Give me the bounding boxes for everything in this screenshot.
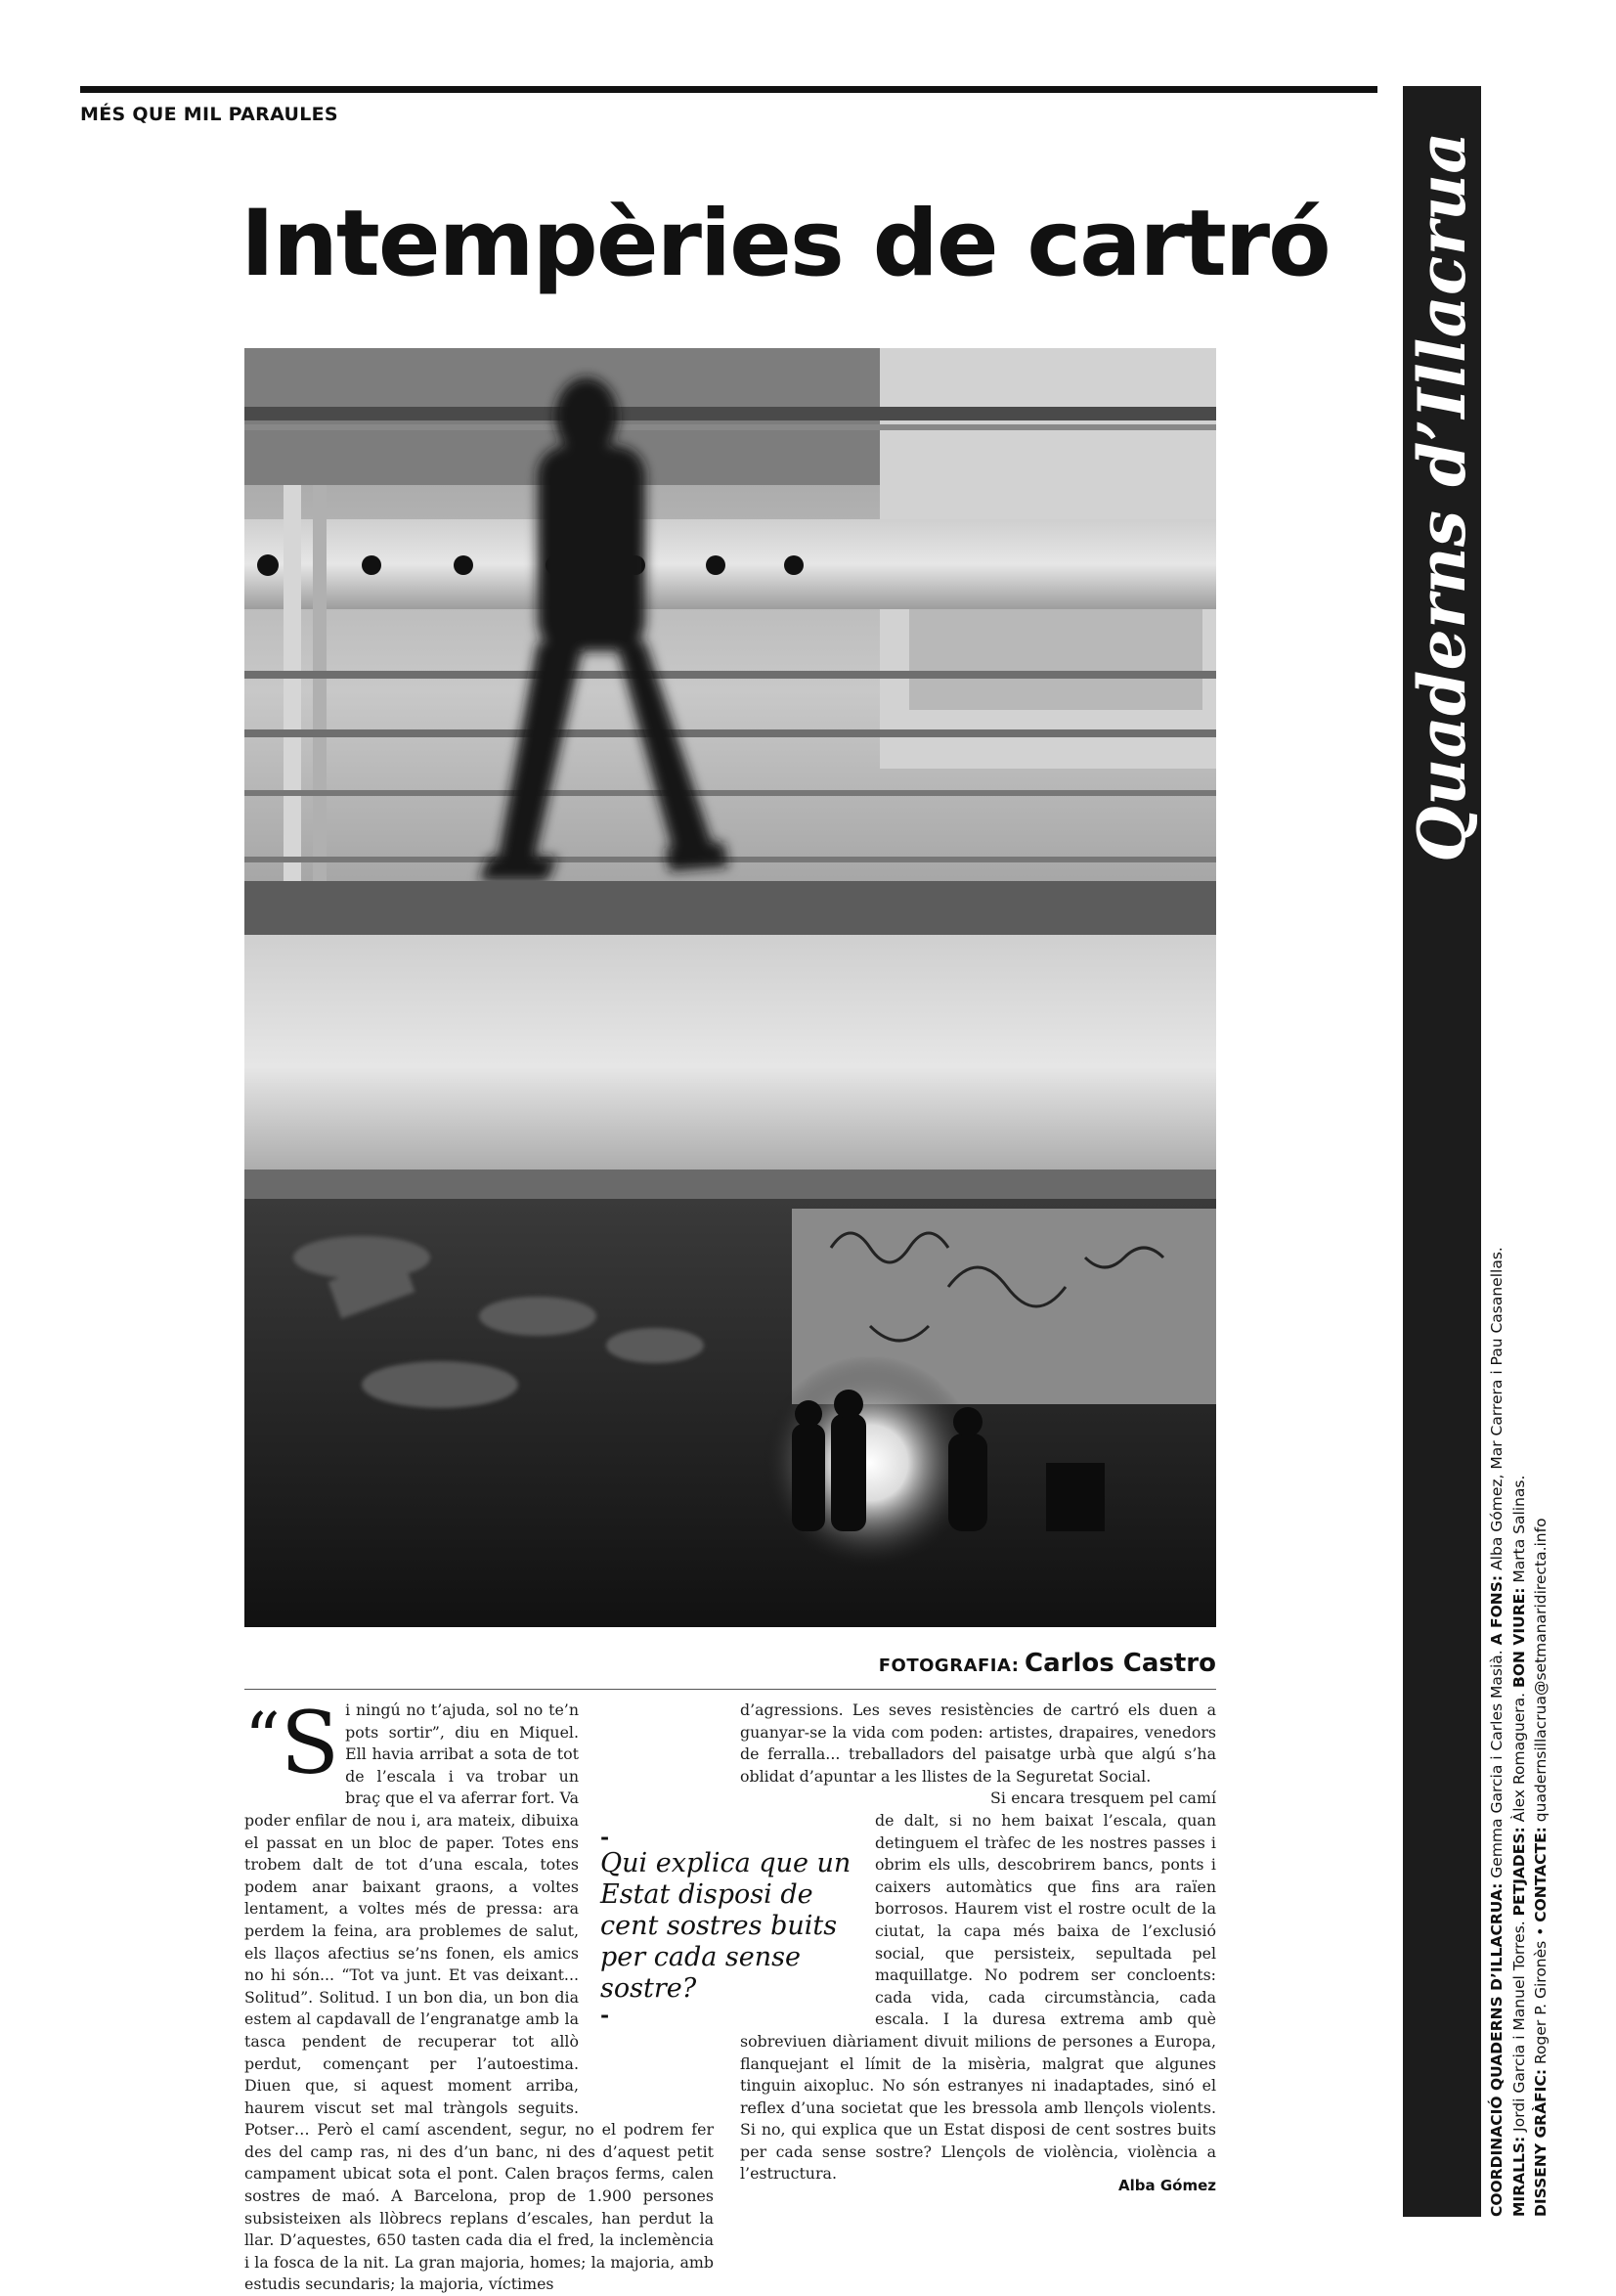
credits-label: A FONS: <box>1488 1574 1506 1646</box>
credits-value: Àlex Romaguera. <box>1509 1687 1528 1828</box>
credits-label: PETJADES: <box>1509 1827 1528 1917</box>
credits-line-3 <box>1530 1082 1552 2217</box>
brand-title: Quaderns d’Illacrua <box>1404 131 1480 862</box>
byline: Alba Gómez <box>1118 2177 1216 2194</box>
dropcap-quote: “ <box>244 1698 281 1780</box>
credits-label: MIRALLS: <box>1509 2136 1528 2217</box>
credits-value: Gemma Garcia i Carles Masià. <box>1488 1645 1506 1883</box>
credits-value: Jordi Garcia i Manuel Torres. <box>1509 1916 1528 2137</box>
photo-credit <box>879 1649 1216 1678</box>
credit-rule <box>244 1689 1216 1690</box>
credits-value: quadernsillacrua@setmanaridirecta.info <box>1532 1518 1550 1828</box>
article-text-3: Si encara tresquem pel camí de dalt, si no hem baixat l’escala, quan detinguem el tràfec de les nostres passes i obrim els ulls, descobrirem bancs, ponts i caixers automàtics que fins ara raïen borrosos. Haurem vist el rostre ocult de la ciutat, la capa més baixa de l’exclusió social, que persisteix, sepultada pel maquillatge. No podrem ser concloents: cada vida, cada circumstància, cada escala. I la duresa extrema amb què sobreviuen diàriament divuit milions de persones a Europa, flanquejant el límit de la misèria, malgrat que algunes tinguin aixopluc. No són estranyes ni inadaptades, sinó el reflex d’una societat que les bressola amb llençols violents. Si no, qui explica que un Estat disposi de cent sostres buits per cada sense sostre? Llençols de violència, violència a l’estructura. <box>740 1788 1216 2184</box>
pullquote-dash-top: - <box>600 1825 610 1850</box>
photo-credit-label: FOTOGRAFIA: <box>878 1656 1020 1676</box>
credits-line-1 <box>1486 1082 1508 2217</box>
pullquote-text: Qui explica que un Estat disposi de cent sostres buits per cada sense sostre? <box>600 1848 852 2004</box>
credits-label: DISSENY GRÀFIC: <box>1532 2068 1550 2217</box>
article-text-1: i ningú no t’ajuda, sol no te’n pots sortir”, diu en Miquel. Ell havia arribat a sota de tot de l’escala i va trobar un braç que el va aferrar fort. Va poder enfilar de nou i, ara mateix, dibuixa el passat en un bloc de paper. Totes ens trobem dalt de tot d’una escala, totes podem anar baixant graons, a voltes lentament, a voltes més de pressa: ara perdem la feina, ara problemes de salut, els llaços afectius se’ns fonen, els amics no hi són... “Tot va junt. Et vas deixant... Solitud”. Solitud. I un bon dia, un bon dia estem al capdavall de l’engranatge amb la tasca pendent de recuperar tot allò perdut, començant per l’autoestima. Diuen que, si aquest moment arriba, haurem viscut set mal tràngols seguits. Potser… Però el camí ascendent, segur, no el podrem fer des del camp ras, ni des d’un banc, ni des d’aquest petit campament ubicat sota el pont. Calen braços ferms, calen sostres de maó. A Barcelona, prop de 1.900 persones subsisteixen als llòbrecs replans d’escales, han perdut la llar. D’aquestes, 650 tasten cada dia el fred, la inclemència i la fosca de la nit. La gran majoria, homes; la majoria, amb estudis secundaris; la majoria, víctimes <box>244 1700 714 2294</box>
credits-label: COORDINACIÓ QUADERNS D’ILLACRUA: <box>1488 1882 1506 2217</box>
credits-label: BON VIURE: <box>1509 1587 1528 1688</box>
dropcap-letter: S <box>280 1693 340 1793</box>
staff-credits <box>1486 1082 1552 2217</box>
credits-line-2 <box>1508 1082 1531 2217</box>
section-label: MÉS QUE MIL PARAULES <box>80 104 338 125</box>
photo-credit-name: Carlos Castro <box>1025 1649 1216 1678</box>
credits-value: Marta Salinas. <box>1509 1475 1528 1588</box>
credits-label: CONTACTE: <box>1532 1827 1550 1922</box>
article-photo <box>244 348 1216 1627</box>
pullquote-dash-bottom: - <box>600 2003 610 2028</box>
article-paragraph-2: d’agressions. Les seves resistències de cartró els duen a guanyar-se la vida com poden: artistes, drapaires, venedors de ferralla... treballadors del paisatge urbà que algú s’ha oblidat d’apuntar a les llistes de la Seguretat Social. <box>740 1700 1216 1786</box>
credits-value: Alba Gómez, Mar Carrera i Pau Casanellas. <box>1488 1247 1506 1575</box>
top-rule <box>80 86 1377 93</box>
credits-value: Roger P. Gironès • <box>1532 1921 1550 2069</box>
headline: Intempèries de cartró <box>240 191 1330 297</box>
pullquote <box>600 1827 866 2026</box>
dropcap <box>244 1693 340 1793</box>
